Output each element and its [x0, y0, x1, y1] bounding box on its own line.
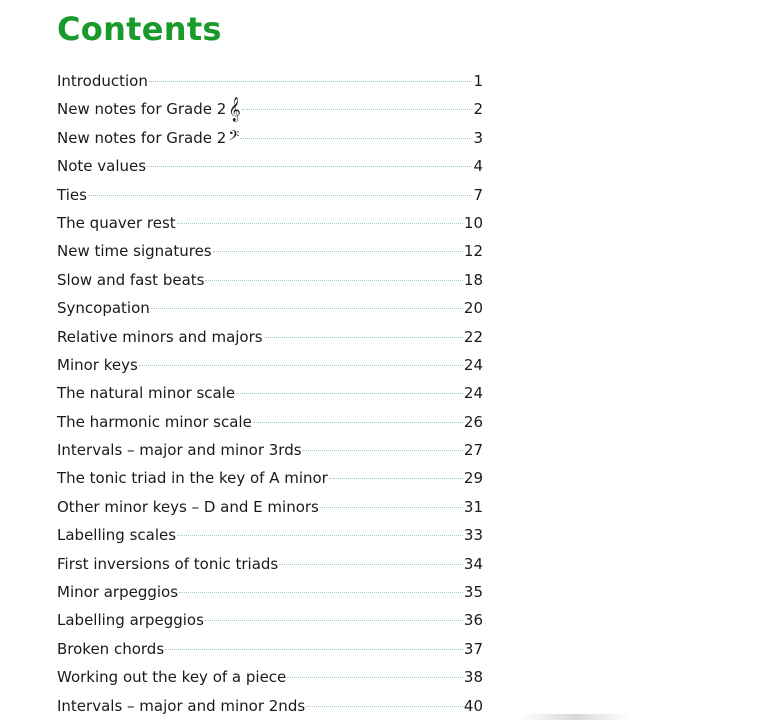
dot-leader — [320, 507, 463, 508]
toc-page-number: 1 — [473, 72, 483, 90]
toc-entry-label: First inversions of tonic triads — [57, 554, 279, 573]
toc-page-number: 31 — [463, 497, 483, 516]
dot-leader — [236, 393, 463, 394]
toc-page-number: 3 — [473, 128, 483, 147]
dot-leader — [88, 195, 472, 196]
toc-entry-label: Working out the key of a piece — [57, 668, 287, 687]
dot-leader — [139, 365, 463, 366]
toc-page-number: 12 — [463, 242, 483, 261]
toc-page-number: 10 — [463, 213, 483, 232]
toc-page-number: 37 — [463, 639, 483, 658]
dot-leader — [165, 649, 463, 650]
dot-leader — [287, 677, 463, 678]
toc-page-number: 35 — [463, 583, 483, 602]
toc-entry-relative-minors-majors[interactable] — [57, 323, 483, 351]
toc-entry-label: New time signatures — [57, 242, 212, 261]
dot-leader — [213, 251, 463, 252]
toc-entry-label: Intervals – major and minor 2nds — [57, 696, 306, 715]
toc-entry-label: Minor arpeggios — [57, 583, 179, 602]
toc-page-number: 33 — [463, 526, 483, 545]
toc-entry-label: The natural minor scale — [57, 384, 236, 403]
toc-entry-label: The tonic triad in the key of A minor — [57, 469, 328, 488]
toc-page-number: 2 — [473, 100, 483, 119]
toc-entry-intervals-2nds[interactable] — [57, 692, 483, 720]
toc-page-number: 36 — [463, 611, 483, 630]
toc-page-number: 20 — [463, 299, 483, 318]
toc-entry-first-inversions[interactable] — [57, 550, 483, 578]
toc-page-number: 7 — [473, 185, 483, 204]
toc-entry-label: Broken chords — [57, 639, 165, 658]
table-of-contents — [57, 67, 483, 720]
toc-page-number: 18 — [463, 270, 483, 289]
dot-leader — [151, 308, 463, 309]
toc-entry-label: Introduction — [57, 72, 148, 90]
toc-entry-labelling-scales[interactable] — [57, 521, 483, 549]
toc-entry-label: New notes for Grade 2 — [57, 128, 227, 147]
toc-entry-syncopation[interactable] — [57, 294, 483, 322]
dot-leader — [177, 223, 463, 224]
toc-entry-label: New notes for Grade 2 — [57, 100, 227, 119]
toc-entry-label: Intervals – major and minor 3rds — [57, 441, 302, 460]
toc-page-number: 29 — [463, 469, 483, 488]
dot-leader — [149, 81, 472, 82]
dot-leader — [306, 706, 463, 707]
dot-leader — [205, 620, 463, 621]
toc-entry-label: The quaver rest — [57, 213, 176, 232]
page-edge-shadow — [520, 714, 630, 720]
toc-entry-label: Relative minors and majors — [57, 327, 263, 346]
toc-entry-label: Ties — [57, 185, 87, 204]
dot-leader — [147, 166, 472, 167]
toc-entry-new-notes-bass[interactable] — [57, 124, 483, 152]
toc-page-number: 26 — [463, 412, 483, 431]
dot-leader — [253, 422, 463, 423]
toc-entry-introduction[interactable] — [57, 67, 483, 95]
page-title: Contents — [57, 10, 222, 48]
toc-entry-tonic-triad-a-minor[interactable] — [57, 464, 483, 492]
toc-entry-natural-minor-scale[interactable] — [57, 379, 483, 407]
toc-entry-label: Syncopation — [57, 299, 150, 318]
dot-leader — [205, 280, 462, 281]
treble-clef-icon: 𝄞 — [228, 97, 241, 122]
toc-entry-new-time-signatures[interactable] — [57, 237, 483, 265]
toc-entry-key-of-piece[interactable] — [57, 663, 483, 691]
toc-entry-labelling-arpeggios[interactable] — [57, 606, 483, 634]
toc-entry-other-minor-keys[interactable] — [57, 493, 483, 521]
toc-entry-label: Other minor keys – D and E minors — [57, 497, 319, 516]
toc-page-number: 34 — [463, 554, 483, 573]
dot-leader — [279, 564, 463, 565]
dot-leader — [177, 535, 463, 536]
toc-page-number: 24 — [463, 355, 483, 374]
bass-clef-icon: 𝄢 — [228, 127, 240, 148]
toc-page-number: 38 — [463, 668, 483, 687]
toc-page-number: 24 — [463, 384, 483, 403]
toc-page-number: 27 — [463, 441, 483, 460]
toc-page-number: 22 — [463, 327, 483, 346]
toc-entry-intervals-3rds[interactable] — [57, 436, 483, 464]
toc-page-number: 4 — [473, 157, 483, 176]
dot-leader — [303, 450, 463, 451]
toc-page-number: 40 — [463, 696, 483, 715]
toc-entry-label: Note values — [57, 157, 147, 176]
toc-entry-label: Slow and fast beats — [57, 270, 205, 289]
toc-entry-label: Labelling scales — [57, 526, 177, 545]
toc-entry-note-values[interactable] — [57, 152, 483, 180]
dot-leader — [264, 337, 463, 338]
dot-leader — [179, 592, 463, 593]
dot-leader — [242, 109, 472, 110]
toc-entry-label: Labelling arpeggios — [57, 611, 204, 630]
toc-entry-label: The harmonic minor scale — [57, 412, 252, 431]
toc-entry-slow-fast-beats[interactable] — [57, 266, 483, 294]
toc-entry-minor-arpeggios[interactable] — [57, 578, 483, 606]
toc-entry-quaver-rest[interactable] — [57, 209, 483, 237]
toc-entry-ties[interactable] — [57, 181, 483, 209]
dot-leader — [240, 138, 472, 139]
toc-entry-minor-keys[interactable] — [57, 351, 483, 379]
toc-entry-label: Minor keys — [57, 355, 138, 374]
dot-leader — [329, 478, 463, 479]
toc-entry-broken-chords[interactable] — [57, 635, 483, 663]
toc-entry-harmonic-minor-scale[interactable] — [57, 408, 483, 436]
toc-entry-new-notes-treble[interactable] — [57, 95, 483, 123]
